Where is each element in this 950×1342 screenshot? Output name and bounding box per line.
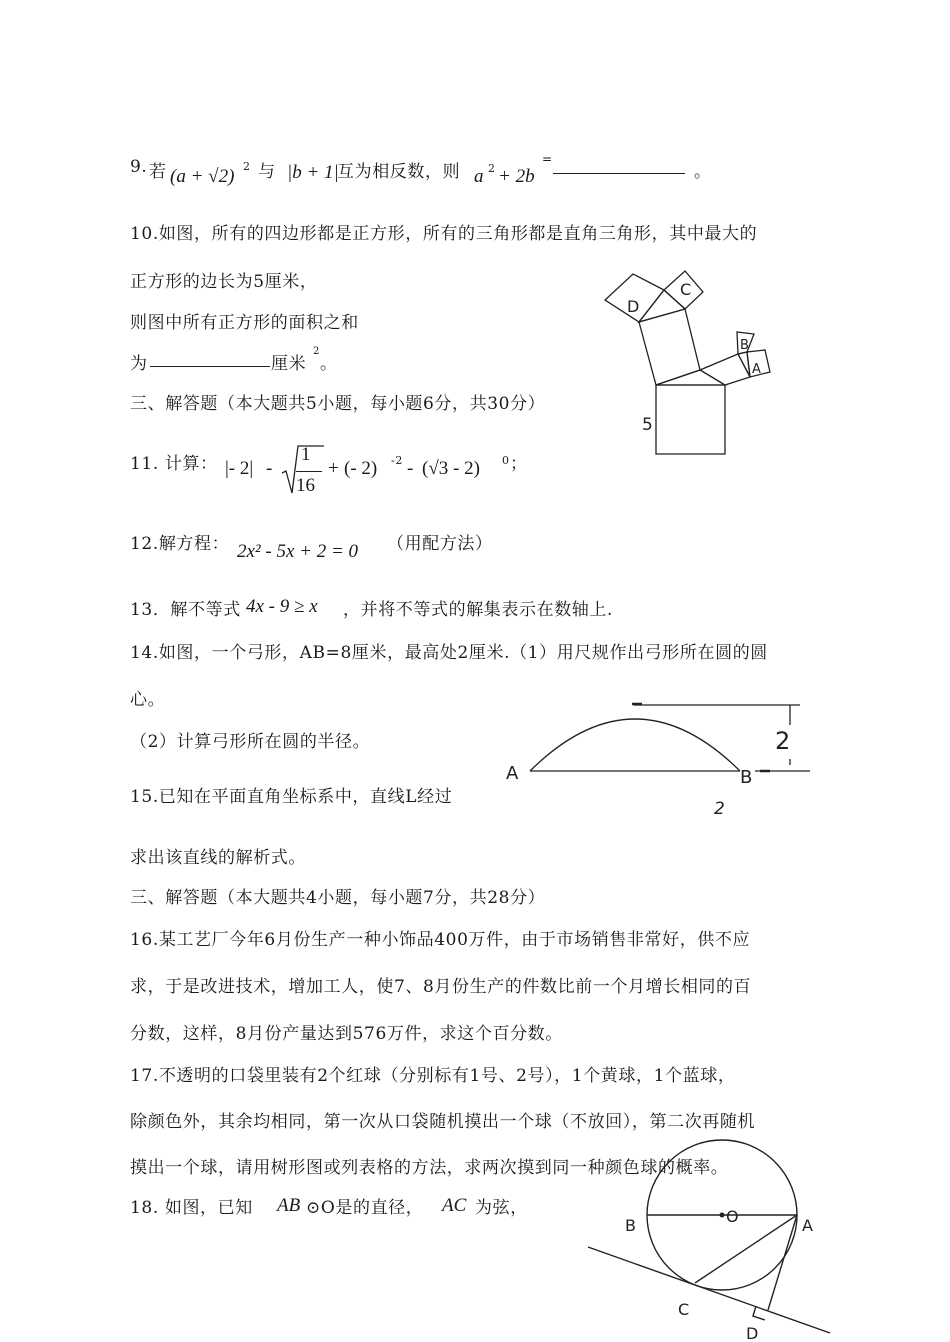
tangent-line [588,1247,830,1333]
q10-pythagoras-figure [590,260,790,460]
q11-frac-num: 1 [301,444,311,465]
triangle-left [639,290,685,322]
label-B: B [625,1216,636,1235]
q17-line-2: 除颜色外，其余均相同，第一次从口袋随机摸出一个球（不放回），第二次再随机 [130,1112,756,1132]
q17-line-1: 17.不透明的口袋里装有2个红球（分别标有1号、2号），1个黄球，1个蓝球， [130,1066,736,1086]
q12-label: 12.解方程： [130,534,230,554]
q11-frac-den: 16 [296,475,315,496]
q9-number: 9. [130,157,148,177]
q11-frac-bar [296,471,322,472]
q18-rest: 为弦， [475,1198,528,1218]
q12-equation: 2x² - 5x + 2 = 0 [237,541,359,562]
label-B: B [740,767,753,788]
q10-line-4a: 为 [130,354,148,374]
q10-unit-sup: 2 [313,346,320,357]
q16-line-1: 16.某工艺厂今年6月份生产一种小饰品400万件，由于市场销售非常好，供不应 [130,930,751,950]
q11-term-2: (√3 - 2) [422,458,480,479]
square-left [639,309,700,385]
q14-segment-figure [500,695,820,825]
q9-equals: = [542,152,553,166]
q9-answer-blank [553,173,685,174]
q13-label: 13．解不等式 [130,600,241,620]
square-right [700,354,750,385]
label-A: A [752,362,761,377]
q11-minus-2: - [407,458,414,479]
q9-ruo: 若 [149,162,167,182]
label-B: B [740,338,749,353]
q18-circle-text: ⊙O是的直径， [306,1198,424,1218]
q9-expr-2: |b + 1| [287,162,339,183]
q16-line-3: 分数，这样，8月份产量达到576万件，求这个百分数。 [130,1024,563,1044]
arc [530,719,740,771]
q18-circle-figure [580,1135,840,1342]
q13-rest: ，并将不等式的解集表示在数轴上. [343,600,614,620]
label-C: C [678,1300,690,1319]
q12-note: （用配方法） [387,534,493,554]
label-height-2: 2 [775,727,791,755]
label-A: A [802,1216,813,1235]
q11-label: 11. 计算： [130,454,218,474]
q18-label: 18. 如图，已知 [130,1198,253,1218]
q11-plus: + [328,458,339,479]
q11-semicolon: ； [510,454,528,474]
q15-line-2: 求出该直线的解析式。 [130,848,306,868]
q11-minus: - [266,458,273,479]
q14-line-2: 心。 [130,690,166,710]
label-5: 5 [642,415,653,435]
center-point [720,1213,725,1218]
q9-sup-3: 2 [488,162,496,175]
q10-line-3: 则图中所有正方形的面积之和 [130,313,359,333]
q11-term-sup: -2 [391,454,403,467]
label-C: C [680,280,692,299]
q16-line-2: 求，于是改进技术，增加工人，使7、8月份生产的件数比前一个月增长相同的百 [130,977,752,997]
q9-expr-3b: + 2b [498,166,535,187]
q15-line-1: 15.已知在平面直角坐标系中，直线L经过 [130,787,453,807]
q9-end: 。 [694,162,712,182]
q9-expr-3: a [474,166,484,187]
q9-yu: 与 [258,162,276,182]
q10-line-2: 正方形的边长为5厘米， [130,272,318,292]
q10-line-1: 10.如图，所有的四边形都是正方形，所有的三角形都是直角三角形，其中最大的 [130,224,758,244]
q14-line-1: 14.如图，一个弓形，AB=8厘米，最高处2厘米.（1）用尺规作出弓形所在圆的圆 [130,643,768,663]
triangle-main [656,370,725,385]
q14-line-3: （2）计算弓形所在圆的半径。 [130,732,371,752]
square-main [656,385,725,454]
q18-ab: AB [277,1195,301,1216]
chord-AC [695,1215,797,1283]
q17-line-3: 摸出一个球，请用树形图或列表格的方法，求两次摸到同一种颜色球的概率。 [130,1158,729,1178]
label-2-overlap: 2 [714,799,725,819]
section-heading-28: 三、解答题（本大题共4小题，每小题7分，共28分） [130,888,546,908]
q11-term: (- 2) [344,458,378,479]
q9-expr-1: (a + √2) [170,166,235,187]
q11-abs: |- 2| [225,458,254,479]
q13-inequality: 4x - 9 ≥ x [246,596,318,617]
q9-sup-1: 2 [243,160,251,173]
section-heading-30: 三、解答题（本大题共5小题，每小题6分，共30分） [130,394,546,414]
q11-term2-sup: 0 [502,454,510,467]
q10-answer-blank [150,366,270,367]
q10-unit: 厘米 [271,354,307,374]
q10-end: 。 [320,354,338,374]
label-D: D [746,1324,759,1342]
label-D: D [627,297,640,316]
perpendicular-AD [768,1215,797,1310]
label-O: O [726,1207,739,1226]
q9-text: 互为相反数，则 [337,162,461,182]
label-A: A [506,763,519,784]
q18-ac: AC [442,1195,467,1216]
